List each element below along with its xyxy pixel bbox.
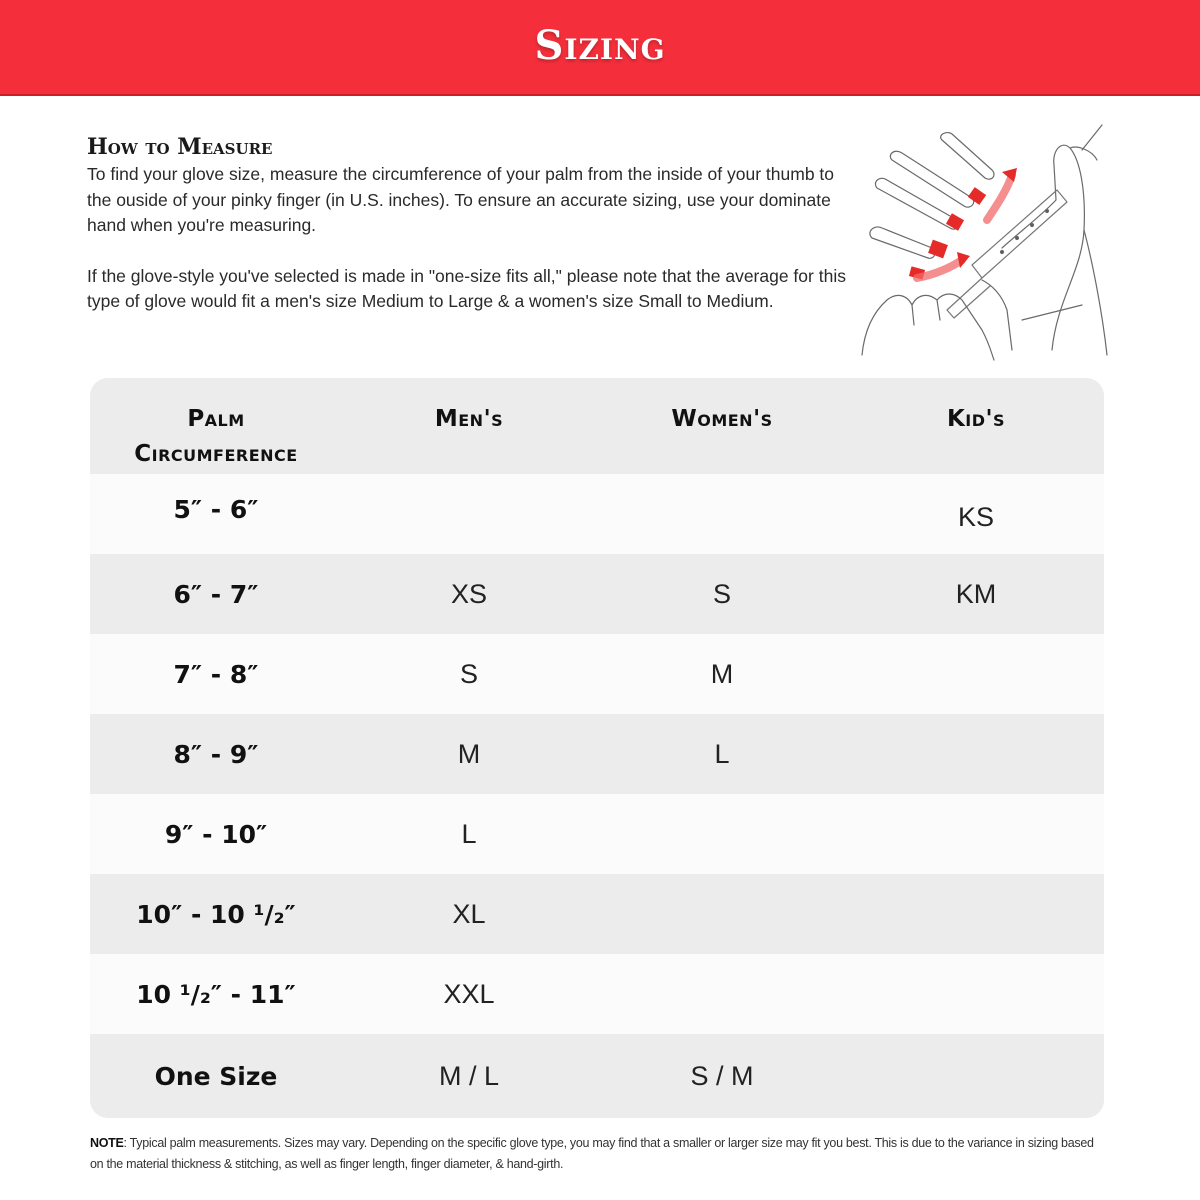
header-palm-line2: Circumference: [134, 441, 298, 467]
womens-size: L: [714, 738, 730, 769]
mens-size: XL: [452, 898, 486, 929]
womens-size: S / M: [690, 1060, 754, 1091]
palm-range: 8″ - 9″: [173, 739, 259, 769]
kids-size: KS: [957, 501, 995, 532]
table-row: [90, 474, 1104, 554]
header-mens: Men's: [434, 406, 504, 432]
finger-pinky: [870, 227, 935, 258]
table-row: [90, 554, 1104, 634]
one-size-note: If the glove-style you've selected is made in "one-size fits all," please note that the average for this type of glove would fit a men's size Medium to Large & a women's size Small to Medium.: [87, 265, 846, 311]
palm-range: 5″ - 6″: [173, 494, 259, 524]
measure-arrow-upper: [987, 175, 1012, 220]
footnote: [90, 1133, 1110, 1175]
palm-range: 10″ - 10 ¹/₂″: [136, 899, 296, 929]
table-row: [90, 634, 1104, 714]
how-to-measure-section: [87, 132, 847, 315]
table-header-row: [90, 378, 1104, 474]
mens-size: L: [461, 818, 477, 849]
measure-arrow-lower: [917, 260, 962, 278]
palm-range: 6″ - 7″: [173, 579, 259, 609]
womens-size: [596, 511, 848, 517]
womens-size: S: [712, 578, 731, 609]
sizing-banner: [0, 0, 1200, 96]
header-palm-circumference: [90, 402, 342, 472]
size-chart-table: [90, 378, 1104, 1118]
palm-range: 9″ - 10″: [164, 819, 268, 849]
palm-range: One Size: [154, 1061, 278, 1091]
table-row: [90, 794, 1104, 874]
table-row: [90, 874, 1104, 954]
page-title: Sizing: [534, 21, 666, 69]
header-palm-line1: Palm: [187, 406, 245, 432]
finger-index: [941, 133, 994, 180]
header-womens: Women's: [671, 406, 773, 432]
note-label: NOTE: [90, 1136, 124, 1150]
mens-size: XXL: [443, 978, 495, 1009]
mens-size: [342, 511, 596, 517]
measure-instructions: To find your glove size, measure the circumference of your palm from the inside of your thumb to the ouside of your pinky finger (in U.S. inches). To ensure an accurate sizing, use your dominate hand when you're measuring.: [87, 164, 835, 235]
table-row: [90, 714, 1104, 794]
header-kids: Kid's: [946, 406, 1006, 432]
finger-middle: [890, 151, 973, 207]
how-to-measure-heading: How to Measure: [87, 134, 273, 160]
mens-size: XS: [450, 578, 488, 609]
palm-range: 10 ¹/₂″ - 11″: [136, 979, 296, 1009]
kids-size: KM: [955, 578, 997, 609]
hand-measuring-palm-icon: [852, 120, 1114, 365]
finger-ring: [875, 178, 958, 229]
table-row: [90, 1034, 1104, 1118]
note-text: : Typical palm measurements. Sizes may vary. Depending on the specific glove type, you may find that a smaller or larger size may fit you best. This is due to the variance in sizing based on the material thickness & stitching, as well as finger length, finger diameter, & hand-girth.: [90, 1136, 1094, 1171]
womens-size: M: [710, 658, 734, 689]
mens-size: M / L: [438, 1060, 499, 1091]
mens-size: S: [459, 658, 478, 689]
palm-range: 7″ - 8″: [173, 659, 259, 689]
mens-size: M: [457, 738, 481, 769]
table-row: [90, 954, 1104, 1034]
left-hand-palm: [862, 294, 994, 360]
